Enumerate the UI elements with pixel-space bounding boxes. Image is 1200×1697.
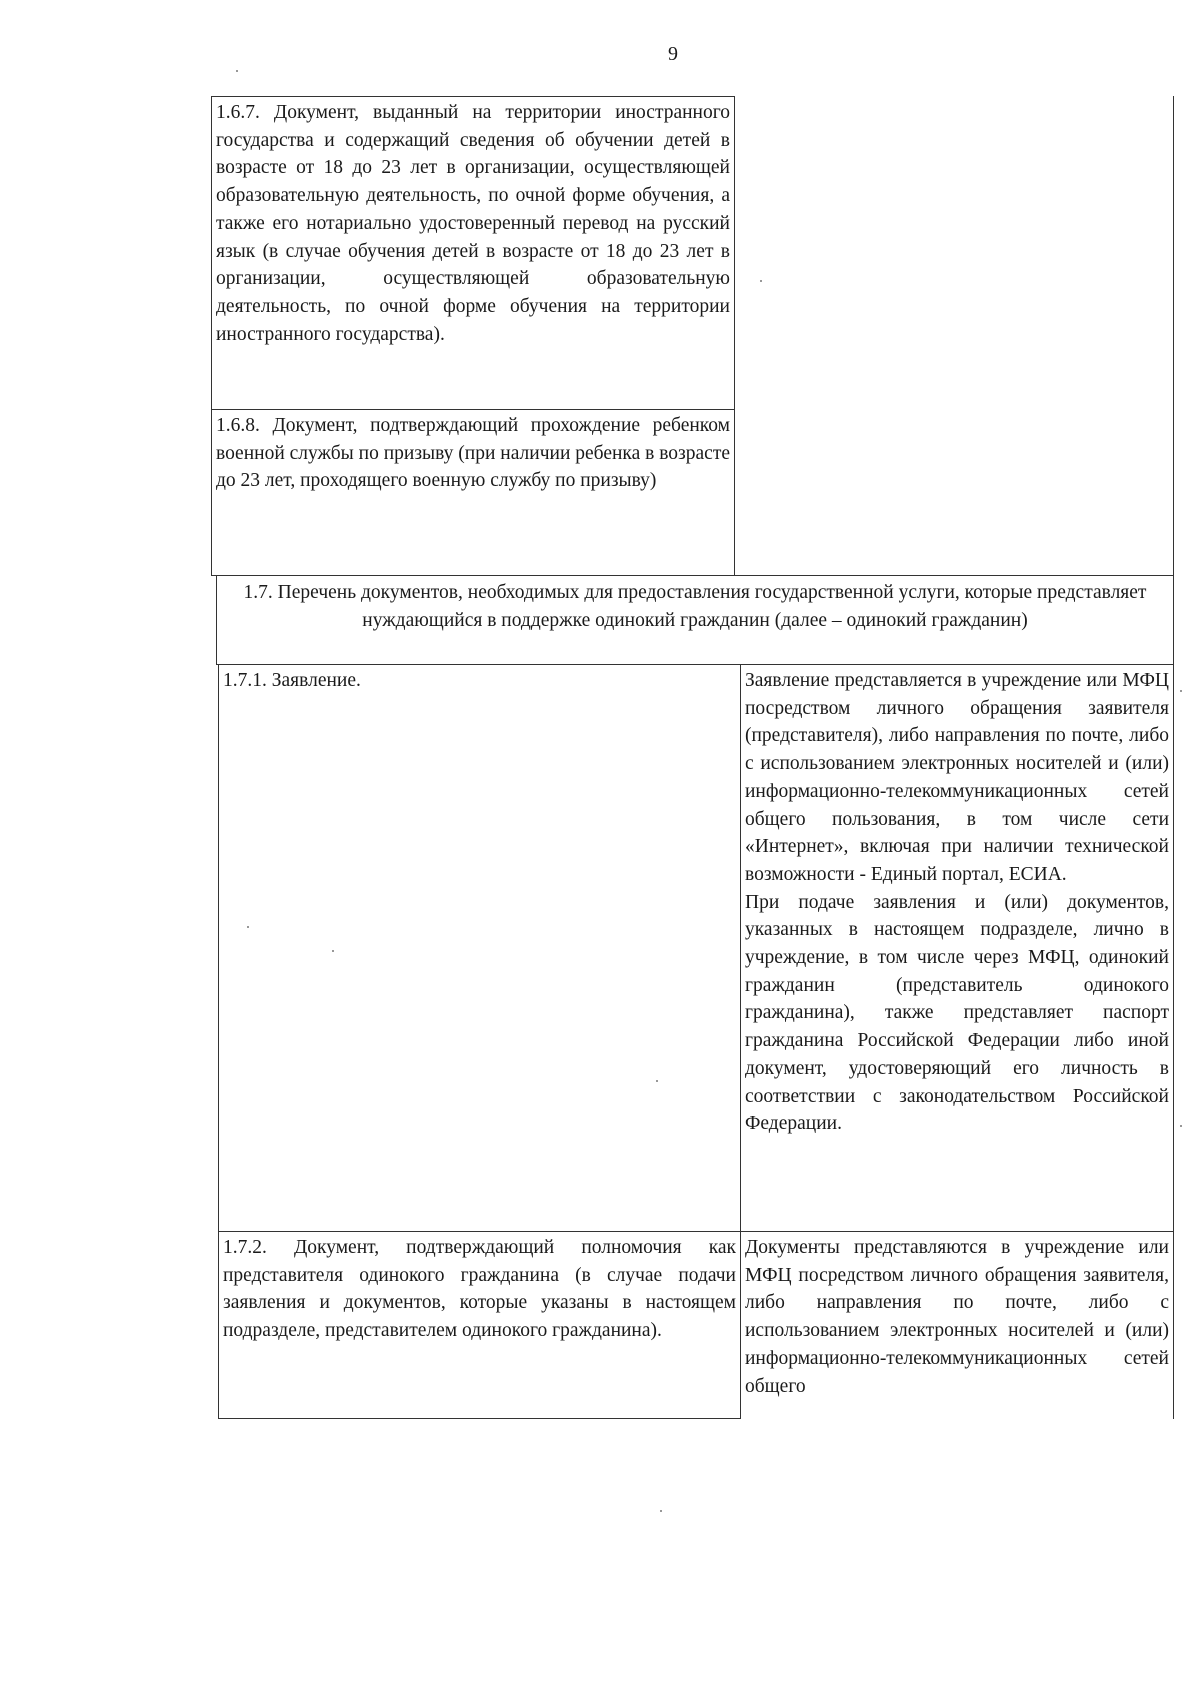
scan-speck bbox=[660, 1510, 662, 1512]
cell-1-7-2-right: Документы представляются в учреждение или МФЦ посредством личного обращения заявителя, либо направления по почте, либо с использованием электронных носителей и (или) информационно-телекоммуникационных сетей общего bbox=[745, 1237, 1169, 1397]
cell-1-6-7-left: 1.6.7. Документ, выданный на территории иностранного государства и содержащий сведения об обучении детей в возрасте от 18 до 23 лет в организации, осуществляющей образовательную деятельность, по очной форме обучения, а также его нотариально удостоверенный перевод на русский язык (в случае обучения детей в возрасте от 18 до 23 лет в организации, осуществляющей образовательную деятельность, по очной форме обучения на территории иностранного государства). bbox=[216, 102, 730, 345]
page-number: 9 bbox=[668, 43, 678, 65]
cell-1-7-1-right bbox=[741, 665, 1173, 1231]
table-border-right-section bbox=[1173, 575, 1174, 664]
table-border-right-upper bbox=[1173, 96, 1174, 575]
cell-1-6-8-left: 1.6.8. Документ, подтверждающий прохождение ребенком военной службы по призыву (при наличии ребенка в возрасте до 23 лет, проходящего военную службу по призыву) bbox=[216, 415, 730, 492]
paragraph-identity-document: При подаче заявления и (или) документов, указанных в настоящем подразделе, лично в учреждение, в том числе через МФЦ, одинокий гражданин (представитель одинокого гражданина), также представляет паспорт гражданина Российской Федерации либо иной документ, удостоверяющий его личность в соответствии с законодательством Российской Федерации. bbox=[745, 891, 1169, 1135]
scan-speck bbox=[1180, 1125, 1182, 1127]
scan-speck bbox=[236, 70, 238, 72]
cell-1-7-1-left: 1.7.1. Заявление. bbox=[223, 670, 361, 691]
table-border-bottom-left bbox=[218, 1418, 740, 1419]
scan-speck bbox=[1180, 690, 1182, 692]
paragraph-submission-methods: Заявление представляется в учреждение или МФЦ посредством личного обращения заявителя (представителя), либо направления по почте, либо с использованием электронных носителей и (или) информационно-телекоммуникационных сетей общего пользования, в том числе сети «Интернет», включая при наличии технической возможности - Единый портал, ЕСИА. bbox=[745, 670, 1169, 885]
cell-1-7-2-left: 1.7.2. Документ, подтверждающий полномочия как представителя одинокого гражданина (в случае подачи заявления и документов, которые указаны в настоящем подразделе, представителем одинокого гражданина). bbox=[223, 1237, 736, 1342]
scan-speck bbox=[760, 280, 762, 282]
table-border-right-lower bbox=[1173, 664, 1174, 1419]
scan-speck bbox=[247, 926, 249, 928]
cell-1-6-8-right bbox=[735, 410, 1173, 575]
cell-1-6-7-right bbox=[735, 97, 1173, 409]
section-1-7-header: 1.7. Перечень документов, необходимых для предоставления государственной услуги, которые представляет нуждающийся в поддержке одинокий гражданин (далее – одинокий гражданин) bbox=[243, 582, 1147, 631]
scan-speck bbox=[656, 1080, 658, 1082]
scan-speck bbox=[332, 950, 334, 952]
row-divider-168-17 bbox=[211, 575, 1174, 576]
